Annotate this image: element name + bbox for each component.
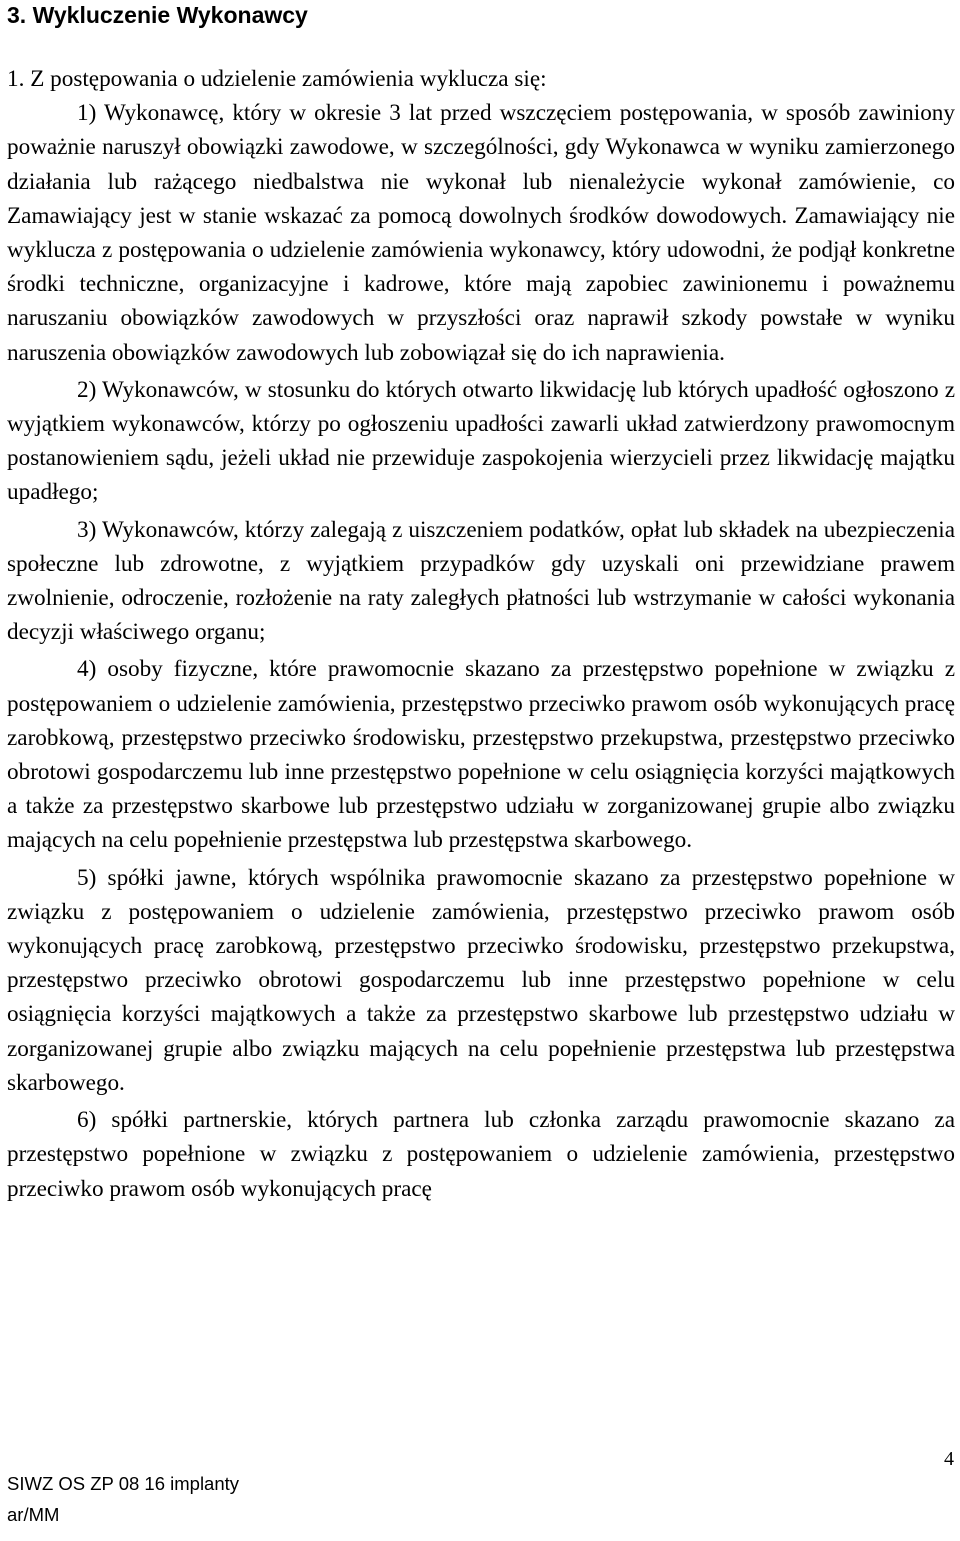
- list-item-2: 2) Wykonawców, w stosunku do których otwarto likwidację lub których upadłość ogłoszono z wyjątkiem wykonawców, którzy po ogłoszeniu upadłości zawarli układ zatwierdzony prawomocnym postanowieniem sądu, jeżeli układ nie przewiduje zaspokojenia wierzycieli przez likwidację majątku upadłego;: [7, 376, 955, 506]
- list-item-4: 4) osoby fizyczne, które prawomocnie skazano za przestępstwo popełnione w związku z postępowaniem o udzielenie zamówienia, przestępstwo przeciwko prawom osób wykonujących pracę zarobkową, przestępstwo przeciwko środowisku, przestępstwo przekupstwa, przestępstwo przeciwko obrotowi gospodarczemu lub inne przestępstwo popełnione w celu osiągnięcia korzyści majątkowych a także za przestępstwo skarbowe lub przestępstwo udziału w zorganizowanej grupie albo związku mających na celu popełnienie przestępstwa lub przestępstwa skarbowego.: [7, 656, 955, 854]
- section-heading: 3. Wykluczenie Wykonawcy: [7, 2, 308, 28]
- list-item-6: 6) spółki partnerskie, których partnera lub członka zarządu prawomocnie skazano za przestępstwo popełnione w związku z postępowaniem o udzielenie zamówienia, przestępstwo przeciwko prawom osób wykonujących pracę: [7, 1107, 955, 1202]
- document-page: [7, 0, 955, 1206]
- footer-author: ar/MM: [7, 1504, 60, 1525]
- list-item-3: 3) Wykonawców, którzy zalegają z uiszczeniem podatków, opłat lub składek na ubezpieczenia społeczne lub zdrowotne, z wyjątkiem przypadków gdy uzyskali oni przewidziane prawem zwolnienie, odroczenie, rozłożenie na raty zaległych płatności lub wstrzymanie w całości wykonania decyzji właściwego organu;: [7, 516, 955, 646]
- list-item-1: 1) Wykonawcę, który w okresie 3 lat przed wszczęciem postępowania, w sposób zawiniony poważnie naruszył obowiązki zawodowe, w szczególności, gdy Wykonawca w wyniku zamierzonego działania lub rażącego niedbalstwa nie wykonał lub nienależycie wykonał zamówienie, co Zamawiający jest w stanie wskazać za pomocą dowolnych środków dowodowych. Zamawiający nie wyklucza z postępowania o udzielenie zamówienia wykonawcy, który udowodni, że podjął konkretne środki techniczne, organizacyjne i kadrowe, które mają zapobiec zawinionemu i poważnemu naruszaniu obowiązków zawodowych w przyszłości oraz naprawił szkody powstałe w wyniku naruszenia obowiązków zawodowych lub zobowiązał się do ich naprawienia.: [7, 100, 955, 366]
- page-number: 4: [944, 1448, 954, 1470]
- footer-reference: SIWZ OS ZP 08 16 implanty: [7, 1473, 240, 1494]
- document-footer: [7, 1468, 239, 1530]
- intro-paragraph: 1. Z postępowania o udzielenie zamówienia wyklucza się:: [7, 66, 547, 92]
- list-item-5: 5) spółki jawne, których wspólnika prawomocnie skazano za przestępstwo popełnione w związku z postępowaniem o udzielenie zamówienia, przestępstwo przeciwko prawom osób wykonujących pracę zarobkową, przestępstwo przeciwko środowisku, przestępstwo przekupstwa, przestępstwo przeciwko obrotowi gospodarczemu lub inne przestępstwo popełnione w celu osiągnięcia korzyści majątkowych a także za przestępstwo skarbowe lub przestępstwo udziału w zorganizowanej grupie albo związku mających na celu popełnienie przestępstwa lub przestępstwa skarbowego.: [7, 864, 955, 1096]
